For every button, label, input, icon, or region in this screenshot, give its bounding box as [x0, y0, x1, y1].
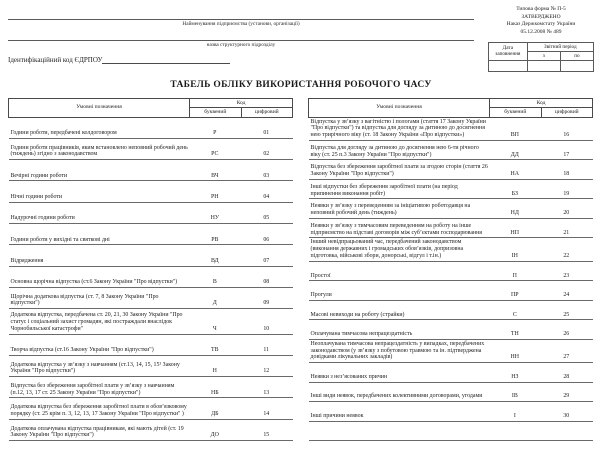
- numeric-code-cell: 02: [241, 138, 292, 159]
- edrpou-blank-field: [102, 55, 230, 64]
- letter-code-header-left: буквений: [190, 108, 241, 117]
- table-row: [309, 160, 593, 180]
- company-name-field: [8, 6, 474, 28]
- letter-code-cell: [490, 421, 541, 441]
- period-to-label: по: [560, 51, 593, 60]
- letter-code-cell: ТВ: [190, 334, 241, 355]
- designation-cell: Простої: [309, 261, 490, 281]
- letter-code-cell: ПР: [490, 281, 541, 301]
- letter-code-cell: Н: [190, 355, 241, 376]
- letter-code-cell: Р: [190, 117, 241, 138]
- code-header-left: Код: [190, 98, 293, 107]
- numeric-code-cell: 16: [541, 117, 592, 140]
- designation-cell: Неявки у зв’язку з переведенням за ініціативою роботодавця на неповний робочий день (тиждень): [309, 199, 490, 219]
- letter-code-cell: ІН: [490, 238, 541, 261]
- designation-cell: Додаткова відпустка у зв’язку з навчанням (ст.13, 14, 15, 15¹ Закону України "Про відпустки"): [9, 355, 190, 376]
- numeric-code-cell: 12: [241, 355, 292, 376]
- order-date-number: 05.12.2008 № 489: [520, 29, 562, 36]
- designations-header-right: Умовні позначення: [309, 98, 490, 117]
- table-row: [9, 309, 293, 334]
- table-row: [309, 382, 593, 402]
- numeric-code-cell: 25: [541, 300, 592, 320]
- designation-cell: Інший невідпрацьований час, передбачений законодавством (виконання державних і громадських обов’язків, допризовна підготовка, військові збори, донорські, відгул і т.ін.): [309, 238, 490, 261]
- company-name-blank-line: [8, 6, 474, 20]
- numeric-code-cell: 08: [241, 266, 292, 287]
- table-row: [9, 202, 293, 223]
- numeric-code-cell: 10: [241, 309, 292, 334]
- form-approval-meta: [488, 6, 594, 37]
- table-row: [9, 419, 293, 440]
- letter-code-cell: ІВ: [490, 382, 541, 402]
- report-period-header: Звітний період: [527, 42, 593, 51]
- table-row: [309, 320, 593, 340]
- letter-code-cell: ВД: [190, 245, 241, 266]
- letter-code-cell: НЗ: [490, 363, 541, 383]
- letter-code-header-right: буквений: [490, 108, 541, 117]
- numeric-code-cell: 05: [241, 202, 292, 223]
- unit-name-field: [8, 28, 474, 49]
- letter-code-cell: НА: [490, 160, 541, 180]
- numeric-code-cell: 19: [541, 179, 592, 199]
- approval-block: [488, 6, 594, 72]
- designation-cell: Прогули: [309, 281, 490, 301]
- designation-cell: Години роботи працівників, яким встановлено неповний робочий день (тиждень) згідно з законодавством: [9, 138, 190, 159]
- designation-cell: Надурочні години роботи: [9, 202, 190, 223]
- designation-cell: Щорічна додаткова відпустка (ст. 7, 8 Закону України "Про відпустки"): [9, 287, 190, 308]
- table-row: [9, 245, 293, 266]
- numeric-code-cell: 21: [541, 218, 592, 238]
- letter-code-cell: ДО: [190, 419, 241, 440]
- report-period-table: [488, 42, 594, 72]
- table-row: [309, 199, 593, 219]
- designation-cell: Оплачувана тимчасова непрацездатність: [309, 320, 490, 340]
- table-row: [9, 117, 293, 138]
- letter-code-cell: БЗ: [490, 179, 541, 199]
- letter-code-cell: Ч: [190, 309, 241, 334]
- letter-code-cell: ДБ: [190, 398, 241, 419]
- letter-code-cell: І: [490, 402, 541, 422]
- numeric-code-cell: 27: [541, 339, 592, 362]
- order-issuer: Наказ Держкомстату України: [506, 21, 576, 28]
- designation-cell: Години роботи, передбачені колдоговором: [9, 117, 190, 138]
- table-row: [9, 181, 293, 202]
- table-row: [309, 281, 593, 301]
- designation-cell: Додаткова оплачувана відпустка працівникам, які мають дітей (ст. 19 Закону України "Про відпустки"): [9, 419, 190, 440]
- table-row: [309, 140, 593, 160]
- period-from-label: з: [527, 51, 560, 60]
- numeric-code-cell: 24: [541, 281, 592, 301]
- designation-cell: Основна щорічна відпустка (ст.6 Закону України "Про відпустки"): [9, 266, 190, 287]
- letter-code-cell: НУ: [190, 202, 241, 223]
- designation-cell: Додаткова відпустка, передбачена ст. 20, 21, 30 Закону України "Про статус і соціальний захист громадян, які постраждали внаслідок Чорнобильської катастрофи": [9, 309, 190, 334]
- designation-cell: Масові невиходи на роботу (страйки): [309, 300, 490, 320]
- company-name-caption: Найменування підприємства (установи, організації): [182, 21, 300, 27]
- table-row: [9, 398, 293, 419]
- numeric-code-cell: 01: [241, 117, 292, 138]
- designations-table-left: [8, 98, 293, 441]
- designation-cell: Неоплачувана тимчасова непрацездатність у випадках, передбачених законодавством (у зв’язку з побутовою травмою та ін. підтверджена довідками лікувальних закладів): [309, 339, 490, 362]
- letter-code-cell: Д: [190, 287, 241, 308]
- organization-block: [8, 6, 474, 64]
- table-row: [309, 300, 593, 320]
- numeric-code-cell: [541, 421, 592, 441]
- designation-cell: Відрядження: [9, 245, 190, 266]
- letter-code-cell: НБ: [190, 377, 241, 398]
- period-to-empty-cell: [560, 60, 593, 71]
- designation-cell: Неявки у зв’язку з тимчасовим переведенням на роботу на інше підприємство на підставі договорів між суб’єктами господарювання: [309, 218, 490, 238]
- form-number: Типова форма № П-5: [516, 6, 566, 12]
- numeric-code-header-left: цифровий: [241, 108, 292, 117]
- numeric-code-cell: 03: [241, 160, 292, 181]
- table-row: [309, 421, 593, 441]
- letter-code-cell: ТН: [490, 320, 541, 340]
- unit-name-caption: назва структурного підрозділу: [206, 42, 276, 48]
- designation-cell: Відпустка для догляду за дитиною до досягнення нею 6-ти річного віку (ст. 25 п.3 Закону України "Про відпустки"): [309, 140, 490, 160]
- numeric-code-cell: 28: [541, 363, 592, 383]
- table-row: [309, 238, 593, 261]
- period-from-empty-cell: [527, 60, 560, 71]
- table-row: [9, 160, 293, 181]
- letter-code-cell: РН: [190, 181, 241, 202]
- letter-code-cell: РС: [190, 138, 241, 159]
- fill-date-header: Дата заповнення: [489, 42, 528, 60]
- designation-cell: [309, 421, 490, 441]
- numeric-code-cell: 15: [241, 419, 292, 440]
- fill-date-empty-cell: [489, 60, 528, 71]
- numeric-code-cell: 20: [541, 199, 592, 219]
- table-row: [309, 218, 593, 238]
- numeric-code-cell: 14: [241, 398, 292, 419]
- numeric-code-cell: 18: [541, 160, 592, 180]
- designations-tables: [8, 98, 594, 441]
- letter-code-cell: В: [190, 266, 241, 287]
- unit-name-blank-line: [8, 28, 474, 41]
- numeric-code-cell: 11: [241, 334, 292, 355]
- numeric-code-cell: 13: [241, 377, 292, 398]
- table-row: [9, 287, 293, 308]
- letter-code-cell: НД: [490, 199, 541, 219]
- table-row: [9, 138, 293, 159]
- letter-code-cell: РВ: [190, 224, 241, 245]
- numeric-code-cell: 22: [541, 238, 592, 261]
- edrpou-row: [8, 55, 474, 64]
- numeric-code-cell: 29: [541, 382, 592, 402]
- designation-cell: Відпустка без збереження заробітної плати у зв’язку з навчанням (п.12, 13, 17 ст. 25 Закону України "Про відпустки"): [9, 377, 190, 398]
- designation-cell: Відпустка у зв’язку з вагітністю і пологами (стаття 17 Закону України "Про відпустки") та відпустка для догляду за дитиною до досягнення нею трирічного віку (ст. 18 Закону України «Про відпустки»): [309, 117, 490, 140]
- numeric-code-cell: 06: [241, 224, 292, 245]
- designation-cell: Інші відпустки без збереження заробітної плати (на період припинення виконання робіт): [309, 179, 490, 199]
- table-row: [309, 339, 593, 362]
- designations-header-left: Умовні позначення: [9, 98, 190, 117]
- numeric-code-cell: 23: [541, 261, 592, 281]
- edrpou-label: Ідентифікаційний код ЄДРПОУ: [8, 56, 103, 64]
- page-title: ТАБЕЛЬ ОБЛІКУ ВИКОРИСТАННЯ РОБОЧОГО ЧАСУ: [170, 79, 432, 90]
- table-row: [309, 117, 593, 140]
- numeric-code-cell: 17: [541, 140, 592, 160]
- table-row: [309, 179, 593, 199]
- letter-code-cell: НН: [490, 339, 541, 362]
- designation-cell: Інші види неявок, передбачених колективними договорами, угодами: [309, 382, 490, 402]
- letter-code-cell: ВП: [490, 117, 541, 140]
- designation-cell: Творча відпустка (ст.16 Закону України "Про відпустки"): [9, 334, 190, 355]
- numeric-code-cell: 09: [241, 287, 292, 308]
- table-row: [9, 334, 293, 355]
- table-row: [9, 266, 293, 287]
- numeric-code-cell: 07: [241, 245, 292, 266]
- designation-cell: Відпустка без збереження заробітної плати за згодою сторін (стаття 26 Закону України "Про відпустки"): [309, 160, 490, 180]
- designation-cell: Вечірні години роботи: [9, 160, 190, 181]
- designation-cell: Години роботи у вихідні та святкові дні: [9, 224, 190, 245]
- letter-code-cell: С: [490, 300, 541, 320]
- table-row: [309, 261, 593, 281]
- table-row: [9, 224, 293, 245]
- letter-code-cell: ДД: [490, 140, 541, 160]
- designations-table-right: [308, 98, 593, 441]
- numeric-code-cell: 30: [541, 402, 592, 422]
- form-header: [8, 6, 594, 72]
- code-header-right: Код: [490, 98, 593, 107]
- table-row: [309, 363, 593, 383]
- designation-cell: Додаткова відпустка без збереження заробітної плати в обов’язковому порядку (ст. 25 крім п. 3, 12, 13, 17 Закону України "Про відпустки" ): [9, 398, 190, 419]
- designation-cell: Нічні години роботи: [9, 181, 190, 202]
- approved-label: ЗАТВЕРДЖЕНО: [521, 13, 561, 20]
- letter-code-cell: П: [490, 261, 541, 281]
- numeric-code-cell: 04: [241, 181, 292, 202]
- designation-cell: Неявки з нез’ясованих причин: [309, 363, 490, 383]
- table-row: [9, 355, 293, 376]
- letter-code-cell: НП: [490, 218, 541, 238]
- letter-code-cell: ВЧ: [190, 160, 241, 181]
- table-row: [9, 377, 293, 398]
- numeric-code-cell: 26: [541, 320, 592, 340]
- numeric-code-header-right: цифровий: [541, 108, 592, 117]
- table-row: [309, 402, 593, 422]
- designation-cell: Інші причини неявок: [309, 402, 490, 422]
